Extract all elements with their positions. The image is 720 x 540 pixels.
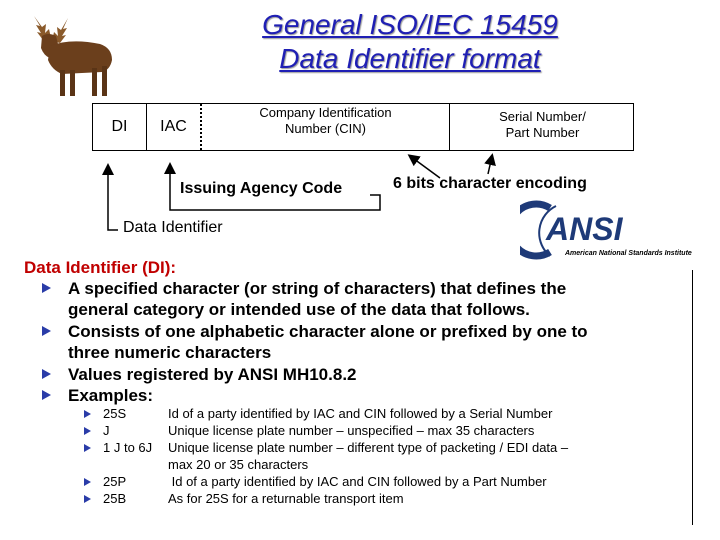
ansi-logo-text: ANSI (546, 211, 623, 247)
example-code: 25S (103, 406, 127, 421)
bullet-icon (42, 326, 51, 336)
bullet-text-line: Values registered by ANSI MH10.8.2 (68, 365, 357, 384)
six-bits-connector-right (488, 156, 492, 174)
bullet-text-line: Examples: (68, 386, 154, 405)
example-code: J (103, 423, 110, 438)
serial-label-line-2: Part Number (505, 125, 580, 140)
sub-bullet-icon (84, 444, 91, 452)
bullet-text-line: general category or intended use of the data that follows. (68, 300, 530, 319)
example-code: 1 J to 6J (103, 440, 153, 455)
bullet-icon (42, 390, 51, 400)
example-description-continued: max 20 or 35 characters (168, 457, 309, 472)
example-code: 25P (103, 474, 127, 489)
iac-segment: IAC (147, 104, 202, 150)
di-connector (108, 166, 118, 230)
definition-heading: Data Identifier (DI): (24, 258, 177, 277)
bullet-text-line: Consists of one alphabetic character alone or prefixed by one to (68, 322, 588, 341)
vertical-divider (692, 270, 693, 525)
example-description: Unique license plate number – unspecified – max 35 characters (168, 423, 535, 438)
example-description: Id of a party identified by IAC and CIN followed by a Serial Number (168, 406, 553, 421)
cin-label-line-1: Company Identification (259, 105, 392, 120)
sub-bullet-icon (84, 427, 91, 435)
six-bits-label: 6 bits character encoding (393, 175, 587, 192)
sub-bullet-icon (84, 478, 91, 486)
example-description: Id of a party identified by IAC and CIN followed by a Part Number (168, 474, 547, 489)
sub-bullet-icon (84, 495, 91, 503)
bullet-icon (42, 369, 51, 379)
bullet-item (68, 321, 628, 363)
bullet-item (68, 278, 628, 320)
bullet-icon (42, 283, 51, 293)
example-description: Unique license plate number – different type of packeting / EDI data – (168, 440, 569, 455)
bullet-item (68, 364, 628, 385)
title-line-2: Data Identifier format (279, 43, 541, 74)
ansi-subtext: American National Standards Institute (565, 250, 692, 257)
di-segment: DI (93, 104, 147, 150)
sub-bullet-icon (84, 410, 91, 418)
example-code: 25B (103, 491, 127, 506)
cin-label-line-2: Number (CIN) (285, 121, 366, 136)
title-line-1: General ISO/IEC 15459 (262, 9, 558, 40)
data-identifier-label: Data Identifier (123, 219, 223, 236)
bullet-item (68, 385, 628, 406)
serial-label-line-1: Serial Number/ (499, 109, 586, 124)
bullet-text-line: three numeric characters (68, 343, 272, 362)
issuing-agency-label: Issuing Agency Code (180, 180, 343, 197)
bullet-text-line: A specified character (or string of characters) that defines the (68, 279, 567, 298)
example-description: As for 25S for a returnable transport item (168, 491, 404, 506)
